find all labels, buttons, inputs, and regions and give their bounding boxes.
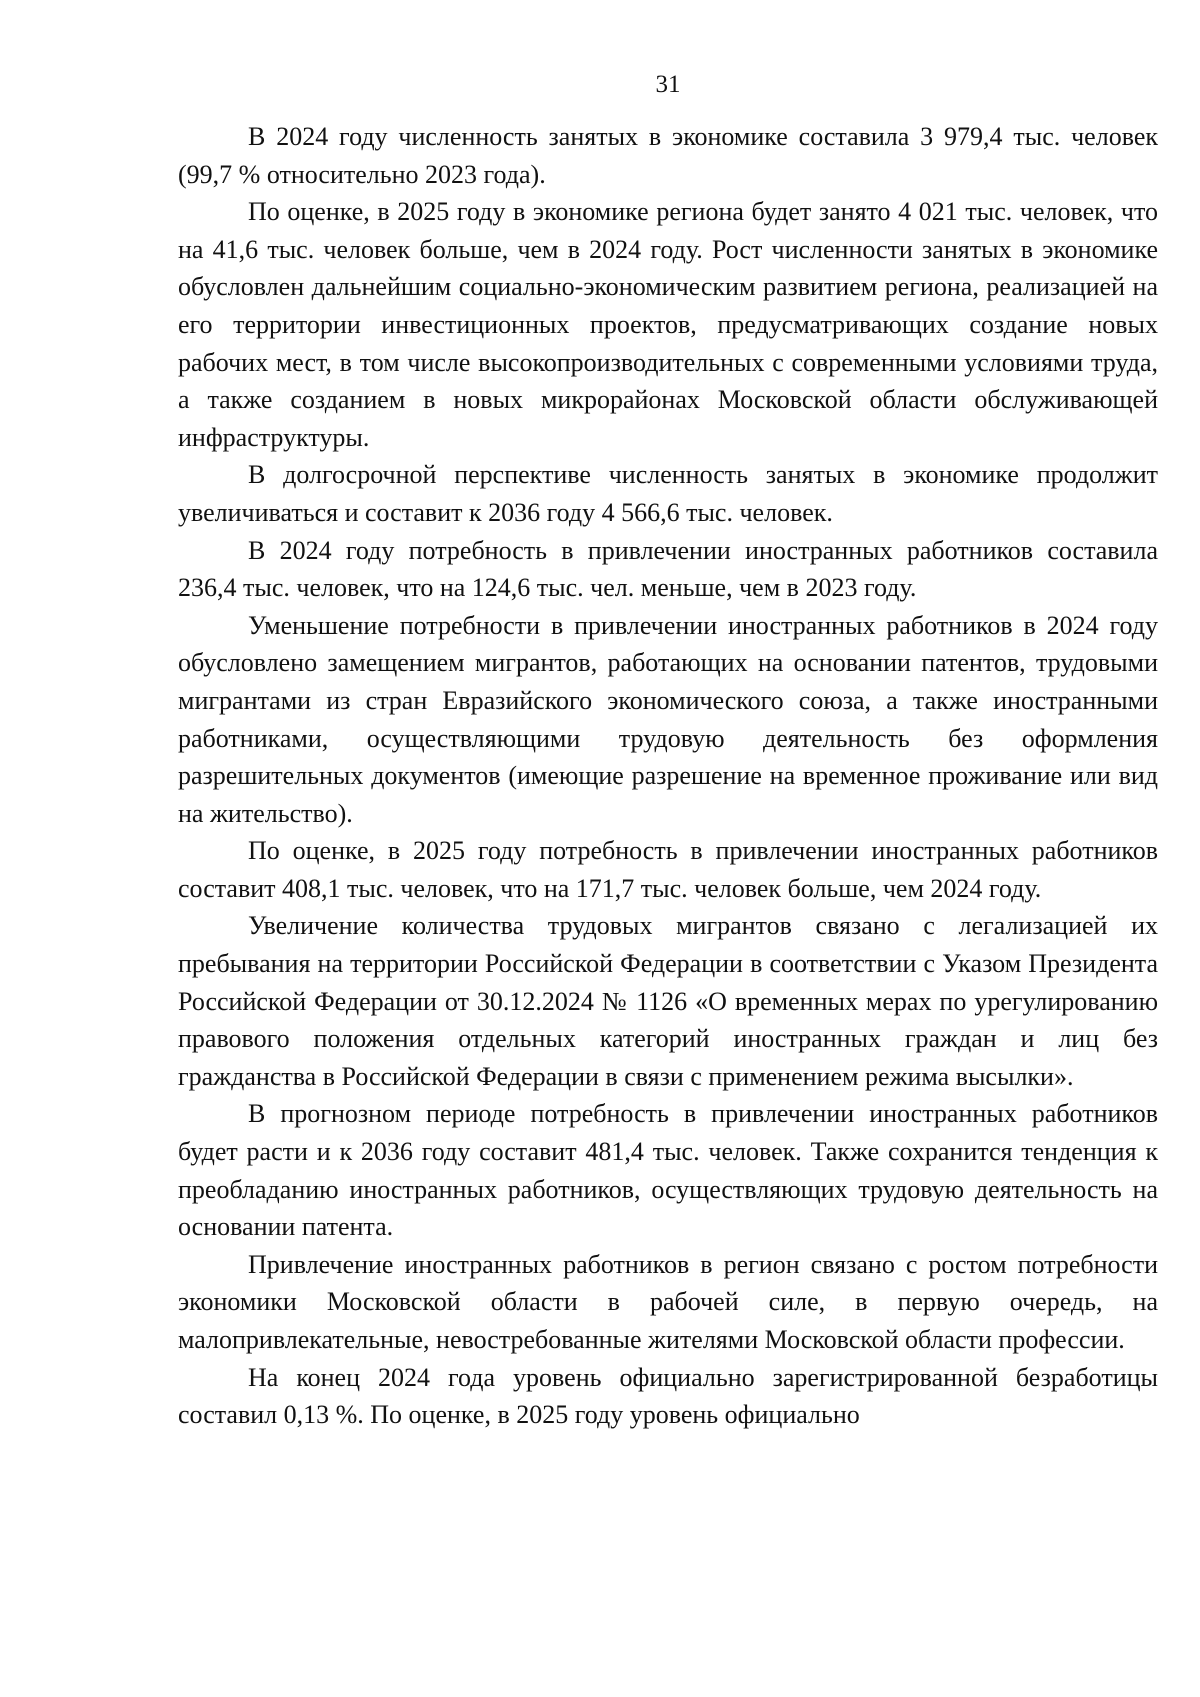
paragraph-foreign-workers-2025-estimate: По оценке, в 2025 году потребность в привлечении иностранных работников составит 408,1 тыс. человек, что на 171,7 тыс. человек больше, чем 2024 году.	[178, 836, 1158, 903]
paragraph-employment-2025-estimate: По оценке, в 2025 году в экономике региона будет занято 4 021 тыс. человек, что на 41,6 тыс. человек больше, чем в 2024 году. Рост численности занятых в экономике обусловлен дальнейшим социально-экономическим развитием региона, реализацией на его территории инвестиционных проектов, предусматривающих создание новых рабочих мест, в том числе высокопроизводительных с современными условиями труда, а также созданием в новых микрорайонах Московской области обслуживающей инфраструктуры.	[178, 197, 1158, 452]
document-body	[178, 118, 1158, 1434]
paragraph-employment-2024: В 2024 году численность занятых в экономике составила 3 979,4 тыс. человек (99,7 % относительно 2023 года).	[178, 122, 1158, 189]
paragraph-migrants-legalization: Увеличение количества трудовых мигрантов связано с легализацией их пребывания на территории Российской Федерации в соответствии с Указом Президента Российской Федерации от 30.12.2024 № 1126 «О временных мерах по урегулированию правового положения отдельных категорий иностранных граждан и лиц без гражданства в Российской Федерации в связи с применением режима высылки».	[178, 911, 1158, 1091]
paragraph-unemployment: На конец 2024 года уровень официально зарегистрированной безработицы составил 0,13 %. По оценке, в 2025 году уровень официально	[178, 1362, 1158, 1430]
paragraph-foreign-workers-forecast: В прогнозном периоде потребность в привлечении иностранных работников будет расти и к 2036 году составит 481,4 тыс. человек. Также сохранится тенденция к преобладанию иностранных работников, осуществляющих трудовую деятельность на основании патента.	[178, 1099, 1158, 1242]
paragraph-foreign-workers-2024: В 2024 году потребность в привлечении иностранных работников составила 236,4 тыс. человек, что на 124,6 тыс. чел. меньше, чем в 2023 году.	[178, 535, 1158, 603]
paragraph-labor-demand: Привлечение иностранных работников в регион связано с ростом потребности экономики Московской области в рабочей силе, в первую очередь, на малопривлекательные, невостребованные жителями Московской области профессии.	[178, 1249, 1158, 1354]
paragraph-foreign-workers-decrease: Уменьшение потребности в привлечении иностранных работников в 2024 году обусловлено замещением мигрантов, работающих на основании патентов, трудовыми мигрантами из стран Евразийского экономического союза, а также иностранными работниками, осуществляющими трудовую деятельность без оформления разрешительных документов (имеющие разрешение на временное проживание или вид на жительство).	[178, 610, 1158, 828]
paragraph-employment-long-term: В долгосрочной перспективе численность занятых в экономике продолжит увеличиваться и составит к 2036 году 4 566,6 тыс. человек.	[178, 460, 1158, 527]
page-number: 31	[655, 71, 681, 98]
